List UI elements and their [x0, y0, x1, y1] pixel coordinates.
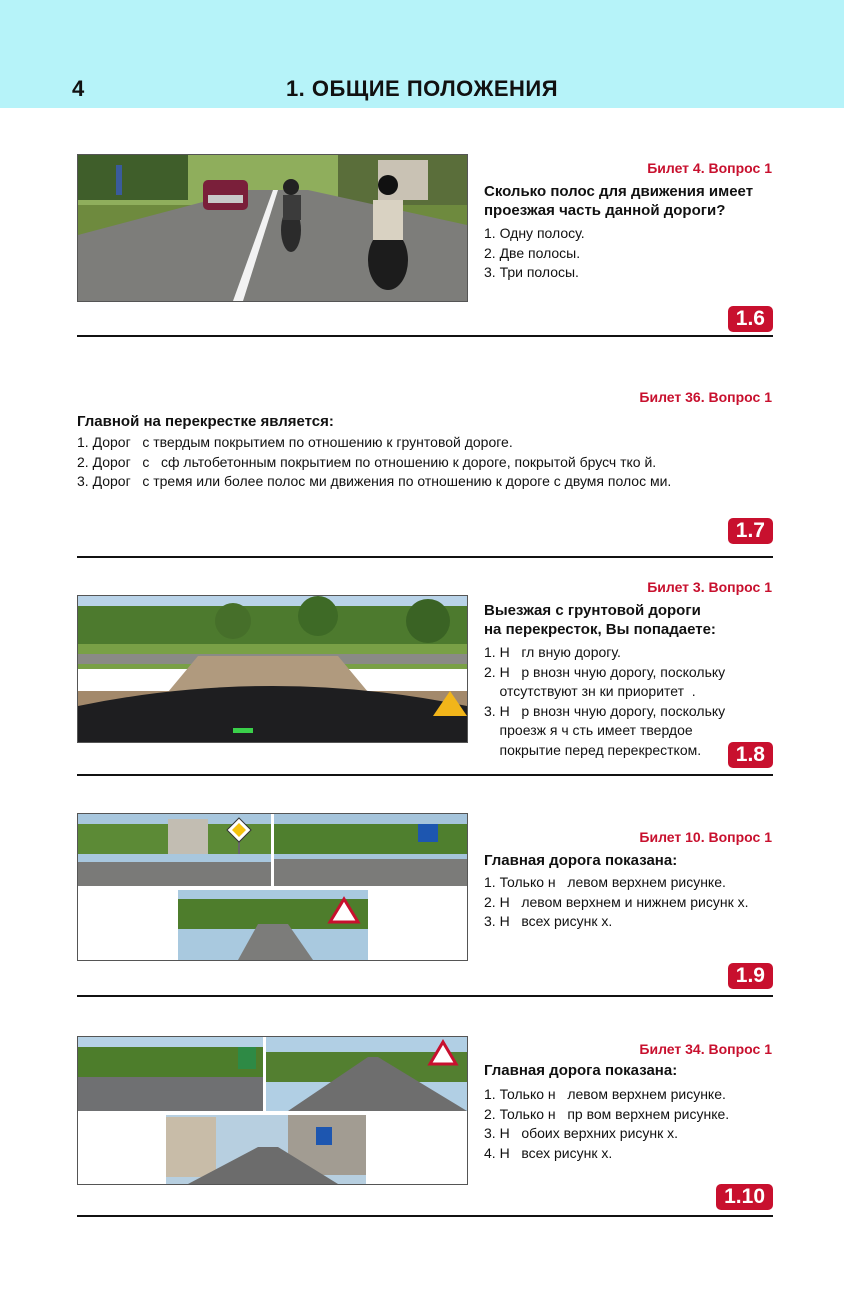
page-number: 4 — [72, 76, 85, 101]
lane-direction-sign-icon — [316, 1127, 332, 1145]
question-number-badge: 1.10 — [716, 1184, 773, 1210]
answer-options — [484, 224, 585, 283]
question-number-badge: 1.6 — [728, 306, 773, 332]
answer-options — [484, 643, 725, 760]
page-header — [0, 0, 844, 108]
ticket-label: Билет 34. Вопрос 1 — [639, 1041, 772, 1057]
question-text: Сколько полос для движения имеет проезжая часть данной дороги? — [484, 183, 754, 219]
answer-option[interactable]: 1. Дорог с твердым покрытием по отношению к грунтовой дороге. — [77, 434, 513, 450]
photo-road-motorcycles — [77, 154, 468, 302]
question-text: Главная дорога показана: — [484, 1062, 678, 1079]
answer-option[interactable]: 3. Н всех рисунк х. — [484, 913, 613, 929]
answer-options — [484, 873, 749, 932]
answer-option[interactable]: 1. Одну полосу. — [484, 225, 585, 241]
answer-options — [77, 433, 671, 492]
photo-three-intersections — [77, 813, 468, 961]
answer-option[interactable]: 2. Дорог с сф льтобетонным покрытием по отношению к дороге, покрытой брусч тко й. — [77, 453, 657, 470]
divider — [77, 556, 773, 558]
question-number-badge: 1.9 — [728, 963, 773, 989]
answer-option[interactable]: 3. Дорог с тремя или более полос ми движения по отношению к дороге с двумя полос ми. — [77, 473, 672, 489]
question-text: Главная дорога показана: — [484, 852, 678, 869]
answer-option[interactable]: 3. Три полосы. — [484, 264, 579, 280]
question-text: Выезжая с грунтовой дороги на перекресток, Вы попадаете: — [484, 602, 716, 638]
photo-three-roads — [77, 1036, 468, 1185]
photo-dirt-road-intersection — [77, 595, 468, 743]
divider — [77, 995, 773, 997]
answer-option: отсутствуют зн ки приоритет . — [484, 683, 696, 699]
divider — [77, 335, 773, 337]
answer-option[interactable]: 3. Н р внозн чную дорогу, поскольку — [484, 702, 726, 719]
motorway-sign-icon — [238, 1047, 256, 1069]
answer-option[interactable]: 3. Н обоих верхних рисунк х. — [484, 1125, 679, 1141]
answer-option[interactable]: 2. Только н пр вом верхнем рисунке. — [484, 1105, 730, 1122]
answer-option[interactable]: 1. Только н левом верхнем рисунке. — [484, 874, 726, 890]
question-text: Главной на перекрестке является: — [77, 413, 334, 430]
answer-option: покрытие перед перекрестком. — [484, 741, 702, 758]
divider — [77, 774, 773, 776]
question-number-badge: 1.7 — [728, 518, 773, 544]
answer-option[interactable]: 1. Н гл вную дорогу. — [484, 644, 621, 660]
question-number-badge: 1.8 — [728, 742, 773, 768]
ticket-label: Билет 3. Вопрос 1 — [647, 579, 772, 595]
answer-option[interactable]: 1. Только н левом верхнем рисунке. — [484, 1086, 726, 1102]
answer-option[interactable]: 2. Две полосы. — [484, 244, 581, 261]
ticket-label: Билет 36. Вопрос 1 — [639, 389, 772, 405]
ticket-label: Билет 10. Вопрос 1 — [639, 829, 772, 845]
answer-options — [484, 1085, 729, 1163]
chapter-title: 1. ОБЩИЕ ПОЛОЖЕНИЯ — [285, 76, 559, 101]
answer-option[interactable]: 2. Н р внозн чную дорогу, поскольку — [484, 663, 726, 680]
ticket-label: Билет 4. Вопрос 1 — [647, 160, 772, 176]
answer-option[interactable]: 4. Н всех рисунк х. — [484, 1144, 613, 1161]
divider — [77, 1215, 773, 1217]
answer-option: проезж я ч сть имеет твердое — [484, 722, 693, 738]
answer-option[interactable]: 2. Н левом верхнем и нижнем рисунк х. — [484, 893, 749, 910]
